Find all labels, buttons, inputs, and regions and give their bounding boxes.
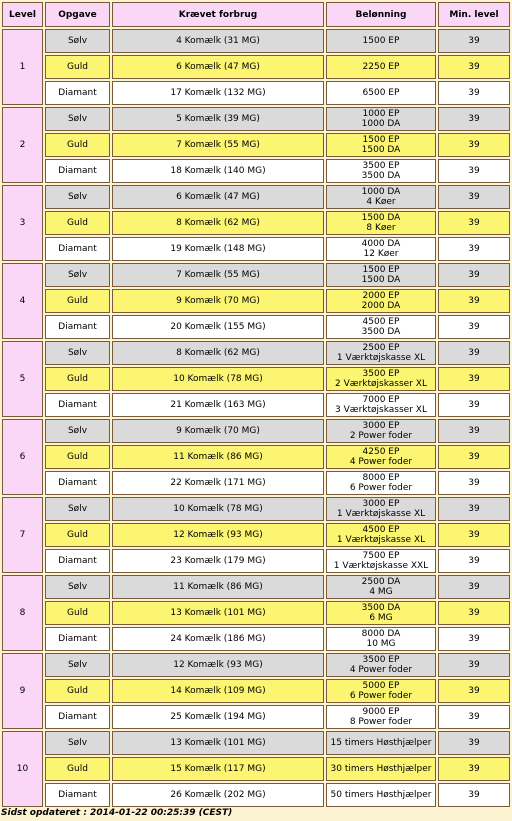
reward-line: 2000 DA	[361, 301, 401, 311]
task-cell: Diamant	[45, 159, 110, 183]
reward-line: 7000 EP	[362, 395, 400, 405]
table-row	[2, 679, 510, 703]
header-requirement: Krævet forbrug	[112, 2, 324, 27]
table-row	[2, 783, 510, 807]
min-level-cell: 39	[438, 107, 510, 131]
reward-line: 8 Køer	[366, 223, 396, 233]
level-cell: 3	[2, 185, 43, 261]
reward-line: 30 timers Høsthjælper	[330, 764, 432, 774]
reward-cell	[326, 211, 436, 235]
reward-line: 4 MG	[369, 587, 393, 597]
task-cell: Sølv	[45, 731, 110, 755]
task-cell: Guld	[45, 601, 110, 625]
reward-line: 3500 EP	[362, 161, 400, 171]
requirement-cell: 9 Komælk (70 MG)	[112, 289, 324, 313]
last-updated: Sidst opdateret : 2014-01-22 00:25:39 (CEST)	[1, 808, 233, 818]
reward-line: 6500 EP	[362, 88, 400, 98]
reward-cell	[326, 133, 436, 157]
requirement-cell: 10 Komælk (78 MG)	[112, 497, 324, 521]
level-cell: 4	[2, 263, 43, 339]
min-level-cell: 39	[438, 341, 510, 365]
task-cell: Diamant	[45, 237, 110, 261]
reward-cell	[326, 705, 436, 729]
reward-cell	[326, 341, 436, 365]
reward-cell	[326, 289, 436, 313]
requirement-cell: 11 Komælk (86 MG)	[112, 445, 324, 469]
table-row	[2, 757, 510, 781]
reward-cell	[326, 367, 436, 391]
reward-line: 1 Værktøjskasse XL	[336, 509, 426, 519]
reward-line: 50 timers Høsthjælper	[330, 790, 432, 800]
requirement-cell: 6 Komælk (47 MG)	[112, 55, 324, 79]
table-row	[2, 731, 510, 755]
task-cell: Sølv	[45, 185, 110, 209]
requirement-cell: 26 Komælk (202 MG)	[112, 783, 324, 807]
reward-cell	[326, 55, 436, 79]
requirement-cell: 7 Komælk (55 MG)	[112, 263, 324, 287]
min-level-cell: 39	[438, 757, 510, 781]
reward-cell	[326, 393, 436, 417]
reward-line: 8000 DA	[361, 629, 401, 639]
table-row	[2, 419, 510, 443]
reward-cell	[326, 159, 436, 183]
reward-cell	[326, 497, 436, 521]
min-level-cell: 39	[438, 731, 510, 755]
task-cell: Diamant	[45, 705, 110, 729]
task-cell: Sølv	[45, 575, 110, 599]
table-row	[2, 133, 510, 157]
task-cell: Diamant	[45, 315, 110, 339]
reward-line: 1500 DA	[361, 275, 401, 285]
reward-line: 15 timers Høsthjælper	[330, 738, 432, 748]
table-row	[2, 575, 510, 599]
requirement-cell: 11 Komælk (86 MG)	[112, 575, 324, 599]
task-cell: Sølv	[45, 263, 110, 287]
requirement-cell: 8 Komælk (62 MG)	[112, 341, 324, 365]
reward-line: 1 Værktøjskasse XL	[336, 535, 426, 545]
level-cell: 6	[2, 419, 43, 495]
task-cell: Diamant	[45, 393, 110, 417]
reward-line: 6 Power foder	[349, 483, 413, 493]
reward-line: 4250 EP	[362, 447, 400, 457]
reward-line: 8 Power foder	[349, 717, 413, 727]
reward-cell	[326, 185, 436, 209]
requirement-cell: 17 Komælk (132 MG)	[112, 81, 324, 105]
requirement-cell: 25 Komælk (194 MG)	[112, 705, 324, 729]
requirement-cell: 15 Komælk (117 MG)	[112, 757, 324, 781]
min-level-cell: 39	[438, 601, 510, 625]
min-level-cell: 39	[438, 679, 510, 703]
reward-line: 1500 EP	[362, 36, 400, 46]
level-cell: 7	[2, 497, 43, 573]
reward-line: 1000 DA	[361, 119, 401, 129]
min-level-cell: 39	[438, 81, 510, 105]
min-level-cell: 39	[438, 185, 510, 209]
table-row	[2, 211, 510, 235]
task-cell: Sølv	[45, 341, 110, 365]
task-cell: Diamant	[45, 627, 110, 651]
min-level-cell: 39	[438, 523, 510, 547]
requirement-cell: 14 Komælk (109 MG)	[112, 679, 324, 703]
task-cell: Sølv	[45, 419, 110, 443]
reward-cell	[326, 679, 436, 703]
reward-line: 8000 EP	[362, 473, 400, 483]
task-cell: Guld	[45, 55, 110, 79]
header-row	[2, 2, 510, 27]
level-cell: 1	[2, 29, 43, 105]
requirement-cell: 8 Komælk (62 MG)	[112, 211, 324, 235]
reward-line: 7500 EP	[362, 551, 400, 561]
reward-line: 4500 EP	[362, 525, 400, 535]
table-row	[2, 159, 510, 183]
requirement-cell: 24 Komælk (186 MG)	[112, 627, 324, 651]
table-row	[2, 107, 510, 131]
reward-cell	[326, 549, 436, 573]
min-level-cell: 39	[438, 133, 510, 157]
table-row	[2, 471, 510, 495]
task-cell: Guld	[45, 289, 110, 313]
requirement-cell: 4 Komælk (31 MG)	[112, 29, 324, 53]
requirement-cell: 19 Komælk (148 MG)	[112, 237, 324, 261]
reward-line: 1 Værktøjskasse XXL	[333, 561, 429, 571]
min-level-cell: 39	[438, 653, 510, 677]
table-row	[2, 601, 510, 625]
reward-line: 10 MG	[366, 639, 396, 649]
requirement-cell: 9 Komælk (70 MG)	[112, 419, 324, 443]
reward-line: 2500 DA	[361, 577, 401, 587]
reward-line: 2500 EP	[362, 343, 400, 353]
reward-line: 4 Power foder	[349, 457, 413, 467]
min-level-cell: 39	[438, 627, 510, 651]
reward-line: 2 Værktøjskasser XL	[335, 379, 427, 389]
requirement-cell: 13 Komælk (101 MG)	[112, 601, 324, 625]
table-row	[2, 445, 510, 469]
level-cell: 10	[2, 731, 43, 807]
reward-line: 1000 EP	[362, 109, 400, 119]
reward-cell	[326, 315, 436, 339]
requirement-cell: 20 Komælk (155 MG)	[112, 315, 324, 339]
task-cell: Diamant	[45, 471, 110, 495]
min-level-cell: 39	[438, 29, 510, 53]
table-row	[2, 523, 510, 547]
min-level-cell: 39	[438, 445, 510, 469]
reward-line: 3500 DA	[361, 327, 401, 337]
requirement-cell: 12 Komælk (93 MG)	[112, 653, 324, 677]
reward-line: 1000 DA	[361, 187, 401, 197]
min-level-cell: 39	[438, 419, 510, 443]
requirement-cell: 22 Komælk (171 MG)	[112, 471, 324, 495]
min-level-cell: 39	[438, 55, 510, 79]
requirement-cell: 12 Komælk (93 MG)	[112, 523, 324, 547]
min-level-cell: 39	[438, 367, 510, 391]
reward-cell	[326, 523, 436, 547]
task-cell: Sølv	[45, 653, 110, 677]
min-level-cell: 39	[438, 289, 510, 313]
reward-line: 1500 DA	[361, 145, 401, 155]
requirement-cell: 10 Komælk (78 MG)	[112, 367, 324, 391]
task-cell: Guld	[45, 679, 110, 703]
table-row	[2, 549, 510, 573]
table-body	[2, 29, 510, 807]
table-row	[2, 237, 510, 261]
reward-line: 2000 EP	[362, 291, 400, 301]
reward-cell	[326, 653, 436, 677]
task-cell: Guld	[45, 367, 110, 391]
task-cell: Guld	[45, 133, 110, 157]
min-level-cell: 39	[438, 783, 510, 807]
reward-line: 2 Power foder	[349, 431, 413, 441]
min-level-cell: 39	[438, 497, 510, 521]
table-row	[2, 367, 510, 391]
level-cell: 5	[2, 341, 43, 417]
task-cell: Diamant	[45, 81, 110, 105]
task-cell: Guld	[45, 445, 110, 469]
requirement-cell: 18 Komælk (140 MG)	[112, 159, 324, 183]
reward-line: 1500 EP	[362, 135, 400, 145]
reward-cell	[326, 627, 436, 651]
min-level-cell: 39	[438, 575, 510, 599]
min-level-cell: 39	[438, 471, 510, 495]
table-row	[2, 315, 510, 339]
reward-line: 12 Køer	[363, 249, 399, 259]
requirement-cell: 23 Komælk (179 MG)	[112, 549, 324, 573]
min-level-cell: 39	[438, 549, 510, 573]
task-cell: Guld	[45, 211, 110, 235]
min-level-cell: 39	[438, 211, 510, 235]
table-row	[2, 341, 510, 365]
task-cell: Diamant	[45, 783, 110, 807]
level-cell: 9	[2, 653, 43, 729]
reward-cell	[326, 81, 436, 105]
reward-line: 2250 EP	[362, 62, 400, 72]
reward-cell	[326, 471, 436, 495]
reward-cell	[326, 237, 436, 261]
header-level: Level	[2, 2, 43, 27]
min-level-cell: 39	[438, 315, 510, 339]
reward-cell	[326, 419, 436, 443]
table-row	[2, 705, 510, 729]
reward-line: 3500 DA	[361, 171, 401, 181]
requirement-cell: 21 Komælk (163 MG)	[112, 393, 324, 417]
table-row	[2, 497, 510, 521]
min-level-cell: 39	[438, 263, 510, 287]
reward-cell	[326, 601, 436, 625]
reward-line: 5000 EP	[362, 681, 400, 691]
task-cell: Guld	[45, 523, 110, 547]
reward-cell	[326, 263, 436, 287]
reward-line: 3 Værktøjskasser XL	[335, 405, 427, 415]
min-level-cell: 39	[438, 705, 510, 729]
min-level-cell: 39	[438, 159, 510, 183]
task-cell: Sølv	[45, 29, 110, 53]
task-cell: Guld	[45, 757, 110, 781]
requirement-cell: 5 Komælk (39 MG)	[112, 107, 324, 131]
reward-line: 3000 EP	[362, 499, 400, 509]
reward-line: 4500 EP	[362, 317, 400, 327]
reward-line: 3500 EP	[362, 369, 400, 379]
reward-cell	[326, 757, 436, 781]
reward-line: 3500 DA	[361, 603, 401, 613]
reward-cell	[326, 29, 436, 53]
reward-cell	[326, 731, 436, 755]
table-row	[2, 289, 510, 313]
reward-cell	[326, 445, 436, 469]
requirement-cell: 6 Komælk (47 MG)	[112, 185, 324, 209]
min-level-cell: 39	[438, 237, 510, 261]
reward-line: 3500 EP	[362, 655, 400, 665]
reward-line: 6 Power foder	[349, 691, 413, 701]
requirement-cell: 13 Komælk (101 MG)	[112, 731, 324, 755]
reward-line: 4 Power foder	[349, 665, 413, 675]
reward-line: 1 Værktøjskasse XL	[336, 353, 426, 363]
table-row	[2, 653, 510, 677]
level-cell: 2	[2, 107, 43, 183]
reward-cell	[326, 107, 436, 131]
header-reward: Belønning	[326, 2, 436, 27]
reward-line: 6 MG	[369, 613, 393, 623]
reward-line: 9000 EP	[362, 707, 400, 717]
table-row	[2, 627, 510, 651]
reward-cell	[326, 575, 436, 599]
table-row	[2, 81, 510, 105]
table-row	[2, 185, 510, 209]
reward-line: 4 Køer	[366, 197, 396, 207]
table-row	[2, 55, 510, 79]
level-cell: 8	[2, 575, 43, 651]
task-cell: Diamant	[45, 549, 110, 573]
table-row	[2, 29, 510, 53]
reward-line: 4000 DA	[361, 239, 401, 249]
reward-line: 1500 EP	[362, 265, 400, 275]
header-task: Opgave	[45, 2, 110, 27]
reward-line: 3000 EP	[362, 421, 400, 431]
task-cell: Sølv	[45, 497, 110, 521]
min-level-cell: 39	[438, 393, 510, 417]
requirement-cell: 7 Komælk (55 MG)	[112, 133, 324, 157]
task-cell: Sølv	[45, 107, 110, 131]
reward-line: 1500 DA	[361, 213, 401, 223]
header-min-level: Min. level	[438, 2, 510, 27]
reward-cell	[326, 783, 436, 807]
table-row	[2, 393, 510, 417]
table-row	[2, 263, 510, 287]
